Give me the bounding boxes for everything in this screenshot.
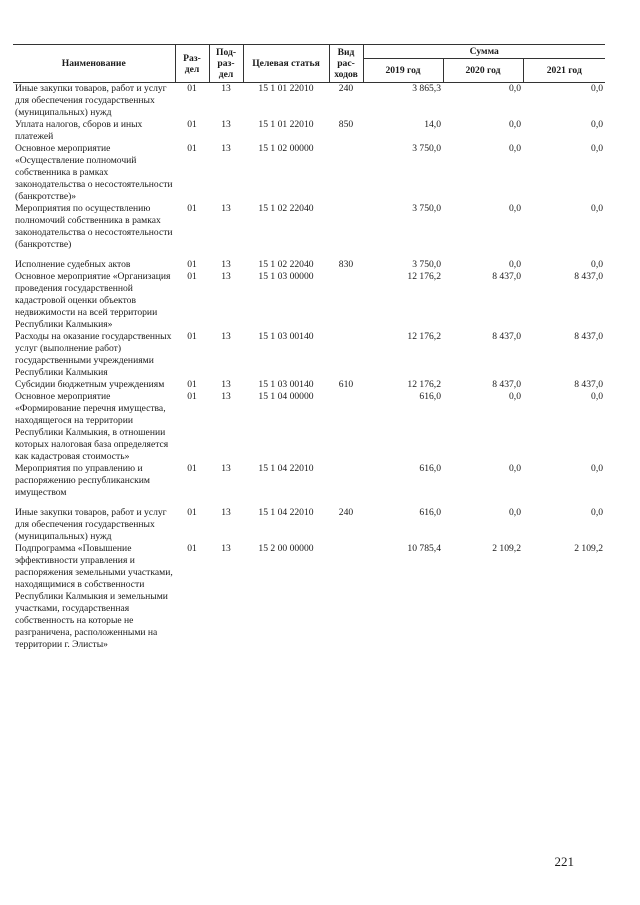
row-celevaya: 15 1 01 22010 [258,119,314,130]
table-header [13,45,605,83]
row-name: Исполнение судебных актов [15,259,131,270]
row-vid [329,391,363,463]
row-spacer-cell [13,499,605,507]
row-name: Уплата налогов, сборов и иных платежей [15,119,143,142]
table-row [13,463,605,499]
row-name: Расходы на оказание государственных услуг (выполнение работ) государственными учреждениями Республики Калмыкия [15,331,172,378]
row-sum-2019: 14,0 [424,119,441,130]
row-razdel: 01 [187,119,197,130]
row-sum-2021: 8 437,0 [574,379,604,390]
table-row [13,203,605,251]
row-name: Основное мероприятие «Формирование перечня имущества, находящегося на территории Республики Калмыкия, в отношении которых налоговая база определяется как кадастровая стоимость» [15,391,169,462]
row-sum-2019: 616,0 [419,507,441,518]
row-vid: 240 [338,507,354,518]
row-sum-2019: 3 750,0 [412,259,441,270]
row-spacer [13,499,605,507]
row-razdel: 01 [187,331,197,342]
table-row [13,331,605,379]
row-sum-2021: 8 437,0 [574,331,604,342]
row-celevaya: 15 1 02 22040 [258,259,314,270]
row-celevaya: 15 1 04 00000 [258,391,314,402]
row-podrazdel: 13 [221,331,231,342]
row-vid: 850 [338,119,354,130]
row-vid [329,331,363,379]
row-sum-2020: 8 437,0 [492,271,521,282]
row-sum-2019: 3 750,0 [412,203,441,214]
row-name: Основное мероприятие «Организация проведения государственной кадастровой оценки объектов недвижимости на всей территории Республики Калмыкия» [15,271,171,330]
table-row [13,143,605,203]
table-row [13,543,605,651]
row-podrazdel: 13 [221,543,231,554]
row-celevaya: 15 1 02 22040 [258,203,314,214]
row-sum-2019: 616,0 [419,463,441,474]
header-vid: Вид рас-ходов [329,45,363,83]
row-sum-2021: 0,0 [591,507,604,518]
row-sum-2020: 0,0 [509,391,521,402]
row-vid: 240 [338,83,354,94]
table-row [13,379,605,391]
row-name: Иные закупки товаров, работ и услуг для обеспечения государственных (муниципальных) нужд [15,507,167,542]
row-sum-2019: 3 750,0 [412,143,441,154]
row-name: Мероприятия по управлению и распоряжению республиканским имуществом [15,463,151,498]
row-celevaya: 15 1 03 00140 [258,379,314,390]
row-podrazdel: 13 [221,143,231,154]
page-number: 221 [554,854,574,869]
table-row [13,391,605,463]
row-podrazdel: 13 [221,259,231,270]
row-vid: 610 [338,379,354,390]
header-name: Наименование [13,45,175,83]
row-podrazdel: 13 [221,507,231,518]
budget-table [13,44,605,651]
row-sum-2019: 12 176,2 [407,331,441,342]
row-sum-2021: 0,0 [591,119,604,130]
table-row [13,507,605,543]
row-vid [329,203,363,251]
row-celevaya: 15 1 03 00000 [258,271,314,282]
row-sum-2020: 2 109,2 [492,543,521,554]
row-sum-2021: 0,0 [591,203,604,214]
row-razdel: 01 [187,271,197,282]
row-sum-2020: 0,0 [509,143,521,154]
table-row [13,83,605,120]
row-sum-2020: 0,0 [509,203,521,214]
row-vid [329,543,363,651]
header-2020: 2020 год [443,59,523,83]
row-razdel: 01 [187,391,197,402]
row-razdel: 01 [187,259,197,270]
row-name: Подпрограмма «Повышение эффективности управления и распоряжения земельными участками, находящимися в собственности Республики Калмыкия и земельными участками, государственная собственность на которые не разграничена, расположенными на территории г. Элисты» [15,543,173,650]
row-razdel: 01 [187,203,197,214]
row-razdel: 01 [187,143,197,154]
row-vid: 830 [338,259,354,270]
row-sum-2021: 0,0 [591,83,604,94]
header-razdel: Раз-дел [175,45,209,83]
row-sum-2021: 0,0 [591,259,604,270]
row-sum-2020: 8 437,0 [492,379,521,390]
header-podrazdel: Под-раз-дел [209,45,243,83]
row-podrazdel: 13 [221,119,231,130]
row-vid [329,271,363,331]
row-podrazdel: 13 [221,203,231,214]
row-celevaya: 15 1 03 00140 [258,331,314,342]
row-celevaya: 15 1 02 00000 [258,143,314,154]
row-sum-2021: 8 437,0 [574,271,604,282]
row-sum-2020: 0,0 [509,507,521,518]
row-razdel: 01 [187,379,197,390]
row-celevaya: 15 2 00 00000 [258,543,314,554]
row-name: Основное мероприятие «Осуществление полномочий собственника в рамках законодательства о несостоятельности (банкротстве)» [15,143,173,202]
row-sum-2020: 0,0 [509,119,521,130]
header-2019: 2019 год [363,59,443,83]
row-podrazdel: 13 [221,391,231,402]
row-sum-2019: 12 176,2 [407,271,441,282]
row-sum-2019: 3 865,3 [412,83,441,94]
row-name: Мероприятия по осуществлению полномочий собственника в рамках законодательства о несостоятельности (банкротстве) [15,203,173,250]
row-sum-2019: 12 176,2 [407,379,441,390]
table-row [13,259,605,271]
row-spacer-cell [13,251,605,259]
row-celevaya: 15 1 01 22010 [258,83,314,94]
row-razdel: 01 [187,543,197,554]
table-row [13,119,605,143]
header-summa: Сумма [363,45,605,59]
row-podrazdel: 13 [221,271,231,282]
row-name: Субсидии бюджетным учреждениям [15,379,165,390]
row-razdel: 01 [187,83,197,94]
row-sum-2021: 0,0 [591,463,604,474]
row-sum-2019: 10 785,4 [407,543,441,554]
row-sum-2020: 0,0 [509,83,521,94]
row-podrazdel: 13 [221,463,231,474]
row-sum-2020: 8 437,0 [492,331,521,342]
table-body [13,83,605,652]
row-spacer [13,251,605,259]
row-sum-2019: 616,0 [419,391,441,402]
header-2021: 2021 год [523,59,605,83]
table-row [13,271,605,331]
row-sum-2021: 0,0 [591,143,604,154]
row-vid [329,463,363,499]
row-name: Иные закупки товаров, работ и услуг для обеспечения государственных (муниципальных) нужд [15,83,167,118]
row-vid [329,143,363,203]
row-razdel: 01 [187,507,197,518]
row-celevaya: 15 1 04 22010 [258,463,314,474]
row-razdel: 01 [187,463,197,474]
row-celevaya: 15 1 04 22010 [258,507,314,518]
row-sum-2021: 2 109,2 [574,543,604,554]
row-podrazdel: 13 [221,83,231,94]
row-sum-2021: 0,0 [591,391,604,402]
header-celevaya: Целевая статья [243,45,329,83]
row-podrazdel: 13 [221,379,231,390]
row-sum-2020: 0,0 [509,259,521,270]
row-sum-2020: 0,0 [509,463,521,474]
